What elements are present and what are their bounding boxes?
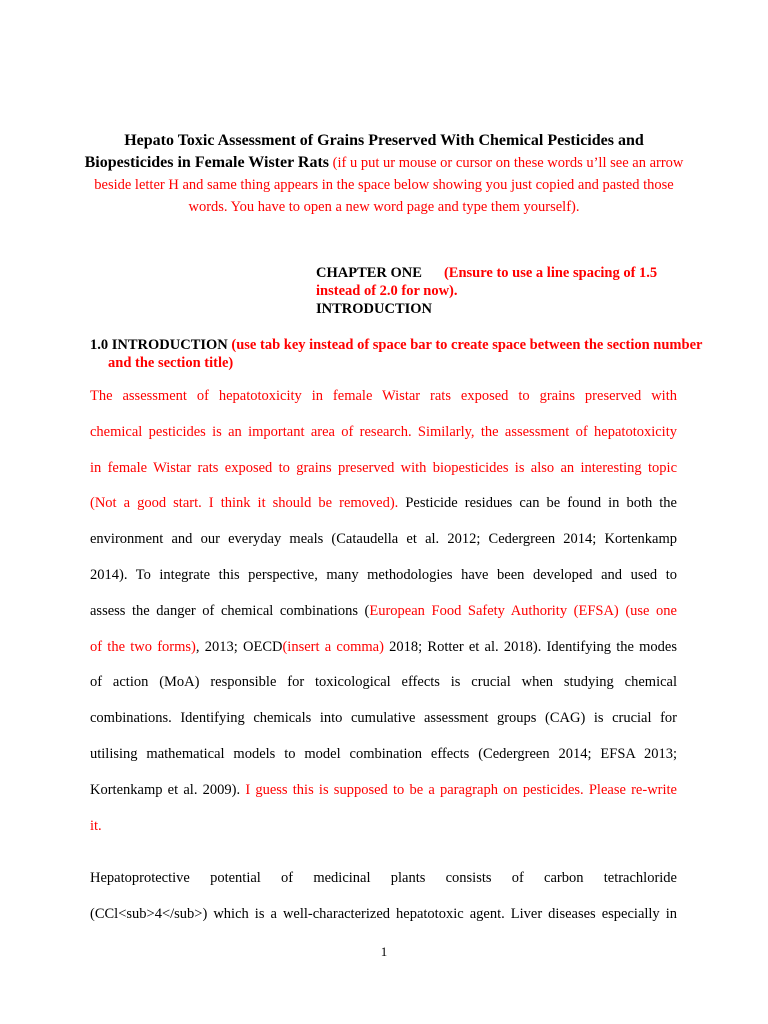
paragraph-line: [90, 486, 677, 522]
paragraph-line: of action (MoA) responsible for toxicological effects is crucial when studying chemical: [90, 674, 677, 691]
section-heading: [90, 336, 708, 372]
chapter-annotation: (Ensure to use a line spacing of 1.5 instead of 2.0 for now).: [316, 265, 658, 299]
paragraph-line: The assessment of hepatotoxicity in female Wistar rats exposed to grains preserved with: [90, 388, 677, 404]
paragraph-line: [90, 773, 677, 809]
paragraph-2: [90, 861, 677, 933]
paragraph-line: chemical pesticides is an important area of research. Similarly, the assessment of hepatotoxicity: [90, 423, 677, 440]
title-annotation: (if u put ur mouse or cursor on these words u’ll see an arrow beside letter H and same thing appears in the space below showing you just copied and pasted those words. You have to open a new word page and type them yourself).: [94, 155, 684, 215]
chapter-label: CHAPTER ONE: [316, 265, 422, 281]
body-text: , 2013; OECD: [195, 638, 283, 655]
page-number: 1: [380, 944, 388, 959]
paragraph-line: it.: [90, 817, 102, 834]
title-line-1: Hepato Toxic Assessment of Grains Preserved With Chemical Pesticides and: [124, 132, 644, 149]
chapter-header: [316, 264, 688, 318]
annotation-text: (insert a comma): [282, 638, 384, 655]
chapter-subtitle: INTRODUCTION: [316, 301, 433, 317]
annotation-text: I guess this is supposed to be a paragraph on pesticides. Please re-write: [240, 781, 677, 798]
paragraph-line: combinations. Identifying chemicals into cumulative assessment groups (CAG) is crucial for: [90, 710, 677, 727]
annotation-text: (Not a good start. I think it should be removed).: [90, 495, 399, 512]
annotation-text: European Food Safety Authority (EFSA) (use one: [369, 602, 677, 619]
paragraph-line: Hepatoprotective potential of medicinal plants consists of carbon tetrachloride: [90, 870, 677, 886]
section-heading-text: 1.0 INTRODUCTION: [90, 337, 228, 353]
paragraph-line: [90, 630, 677, 666]
paragraph-line: [90, 594, 677, 630]
body-text: Kortenkamp et al. 2009).: [90, 781, 241, 798]
document-title: [84, 130, 684, 218]
section-annotation: (use tab key instead of space bar to create space between the section number and the section title): [108, 337, 703, 371]
body-text: 2018; Rotter et al. 2018). Identifying the modes: [383, 638, 678, 655]
paragraph-line: 2014). To integrate this perspective, many methodologies have been developed and used to: [90, 566, 677, 583]
body-text: assess the danger of chemical combinations (: [90, 602, 370, 619]
paragraph-line: in female Wistar rats exposed to grains preserved with biopesticides is also an interesting topic: [90, 459, 677, 476]
body-text: Pesticide residues can be found in both the: [398, 495, 677, 512]
annotation-text: of the two forms): [90, 638, 196, 655]
paragraph-line: utilising mathematical models to model combination effects (Cedergreen 2014; EFSA 2013;: [90, 745, 677, 762]
paragraph-line: (CCl<sub>4</sub>) which is a well-characterized hepatotoxic agent. Liver diseases especially in: [90, 905, 677, 922]
paragraph-1: [90, 379, 677, 844]
title-line-2: Biopesticides in Female Wister Rats: [84, 154, 330, 171]
paragraph-line: environment and our everyday meals (Cataudella et al. 2012; Cedergreen 2014; Kortenkamp: [90, 531, 677, 548]
